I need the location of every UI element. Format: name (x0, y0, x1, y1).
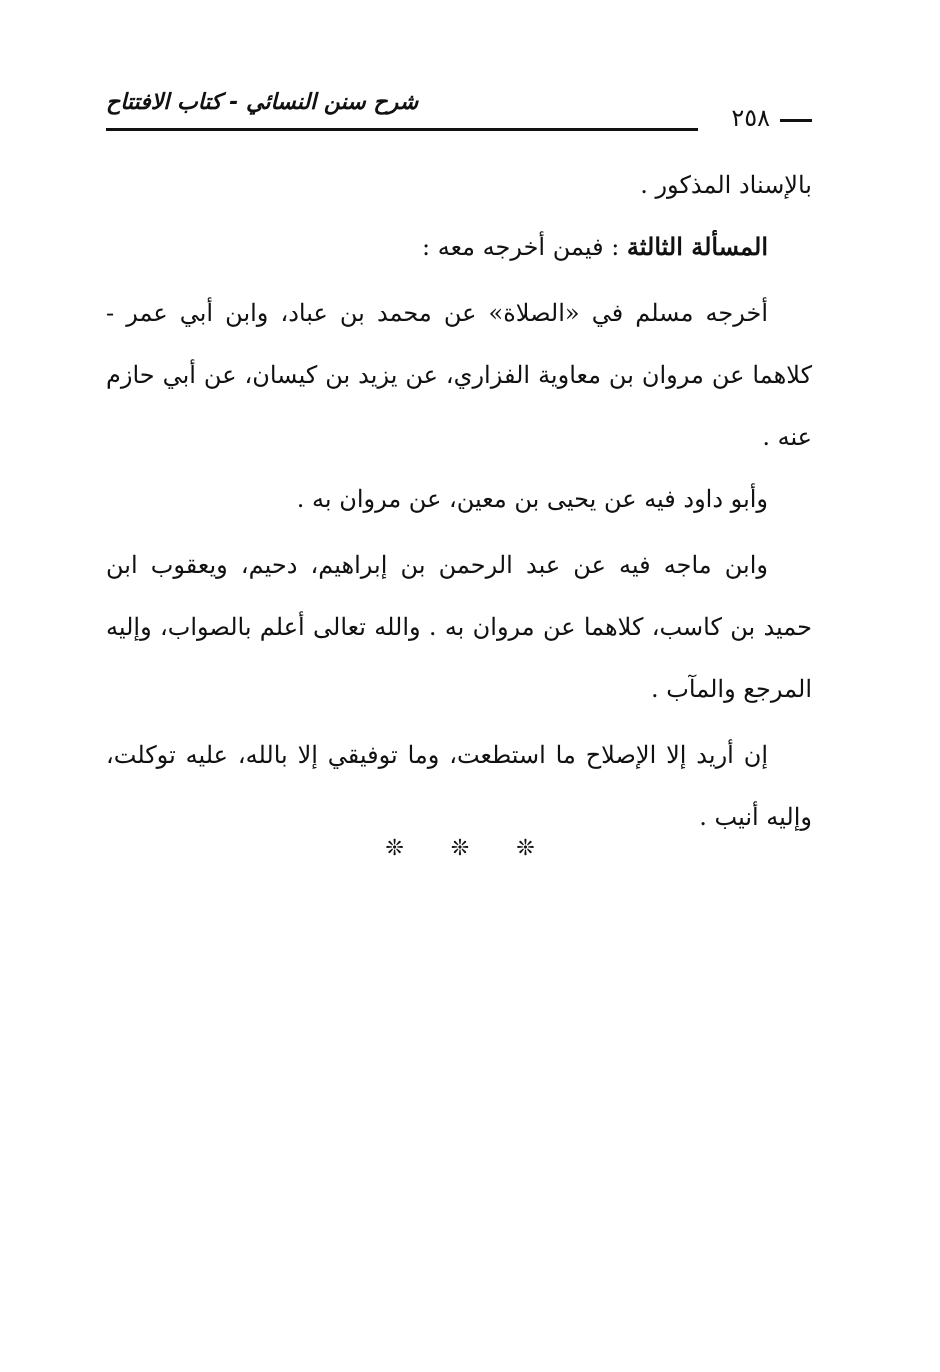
paragraph-muslim: أخرجه مسلم في «الصلاة» عن محمد بن عباد، وابن أبي عمر - كلاهما عن مروان بن معاوية الفزاري، عن يزيد بن كيسان، عن أبي حازم عنه . (106, 299, 812, 451)
issue-rest: : فيمن أخرجه معه : (421, 233, 627, 261)
paragraph-abu-dawud: وأبو داود فيه عن يحيى بن معين، عن مروان به . (296, 485, 768, 513)
page-number-dash (780, 119, 812, 122)
header-rule (106, 128, 698, 131)
section-separator: ❊ ❊ ❊ (385, 836, 555, 861)
body-text (106, 154, 812, 848)
page-header (106, 86, 812, 132)
paragraph-closing: إن أريد إلا الإصلاح ما استطعت، وما توفيقي إلا بالله، عليه توكلت، وإليه أنيب . (106, 741, 812, 831)
paragraph-issue-heading (106, 216, 812, 278)
page-number-block (731, 106, 812, 130)
paragraph-ibn-majah: وابن ماجه فيه عن عبد الرحمن بن إبراهيم، دحيم، ويعقوب ابن حميد بن كاسب، كلاهما عن مروان به . والله تعالى أعلم بالصواب، وإليه المرجع والمآب . (106, 551, 812, 703)
issue-label: المسألة الثالثة (626, 232, 768, 261)
paragraph-continuation: بالإسناد المذكور . (640, 171, 812, 199)
page-number: ٢٥٨ (731, 104, 770, 132)
running-title: شرح سنن النسائي - كتاب الافتتاح (106, 90, 419, 115)
